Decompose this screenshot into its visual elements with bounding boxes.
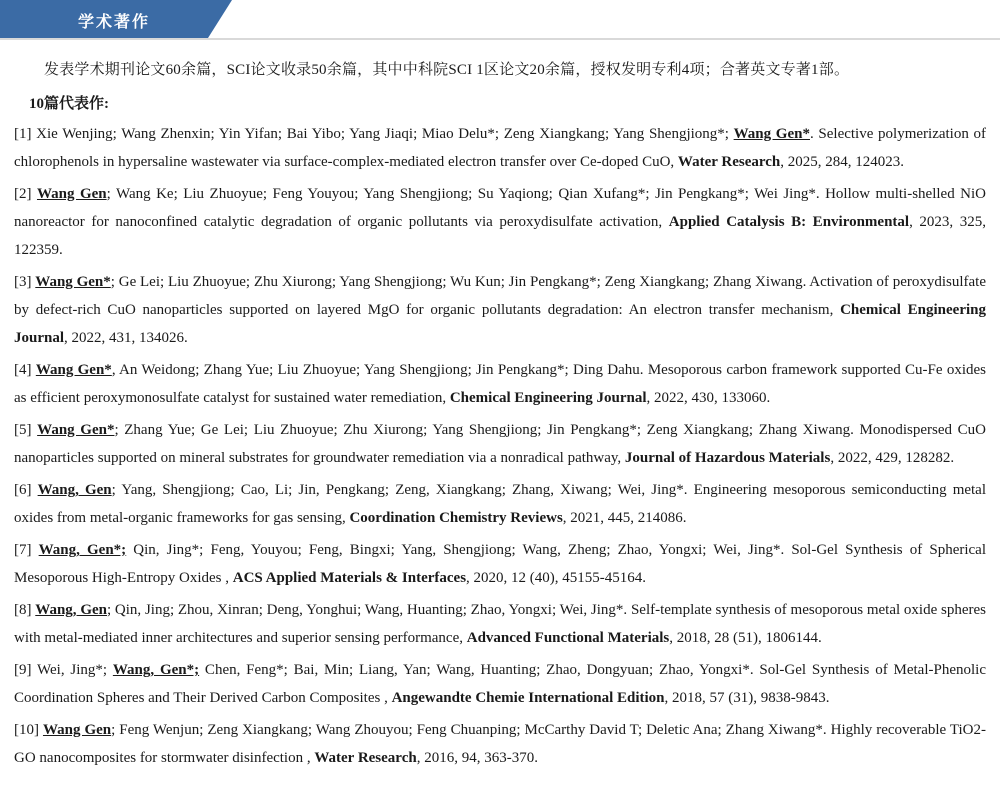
reference-journal: Journal of Hazardous Materials: [624, 450, 831, 466]
reference-authors-pre: Wei, Jing*;: [37, 662, 113, 678]
banner-divider: [0, 38, 1000, 40]
reference-self-author: Wang, Gen*;: [112, 662, 200, 678]
reference-item: [14, 180, 986, 264]
representatives-title: 10篇代表作:: [29, 96, 109, 112]
reference-tail: , 2023, 325, 122359.: [14, 214, 986, 258]
reference-index: [10]: [14, 722, 39, 738]
reference-authors-post: ; Qin, Jing; Zhou, Xinran; Deng, Yonghui; Wang, Huanting; Zhao, Yongxi; Wei, Jing*. Self-template synthesis of mesoporous metal oxide spheres with metal-mediated inner architectures and superior sensing performance,: [14, 602, 986, 646]
section-banner: [0, 0, 1000, 40]
reference-authors-post: ; Wang Ke; Liu Zhuoyue; Feng Youyou; Yang Shengjiong; Su Yaqiong; Qian Xufang*; Jin Pengkang*; Wei Jing*. Hollow multi-shelled NiO nanoreactor for nanoconfined catalytic degradation of organic pollutants via peroxydisulfate activation,: [14, 186, 986, 230]
reference-index: [8]: [14, 602, 32, 618]
reference-authors-post: Qin, Jing*; Feng, Youyou; Feng, Bingxi; Yang, Shengjiong; Wang, Zheng; Zhao, Yongxi; Wei, Jing*. Sol-Gel Synthesis of Spherical Mesoporous High-Entropy Oxides ,: [14, 542, 986, 586]
reference-self-author: Wang Gen*: [37, 422, 115, 438]
reference-authors-post: ; Ge Lei; Liu Zhuoyue; Zhu Xiurong; Yang Shengjiong; Wu Kun; Jin Pengkang*; Zeng Xiangkang; Zhang Xiwang. Activation of peroxydisulfate by defect-rich CuO nanoparticles supported on layered MgO for organic pollutants degradation: An electron transfer mechanism,: [14, 274, 986, 318]
reference-authors-post: ; Zhang Yue; Ge Lei; Liu Zhuoyue; Zhu Xiurong; Yang Shengjiong; Jin Pengkang*; Zeng Xiangkang; Zhang Xiwang. Monodispersed CuO nanoparticles supported on mineral substrates for groundwater remediation via a nonradical pathway,: [14, 422, 987, 466]
reference-item: [14, 416, 986, 472]
reference-tail: , 2022, 430, 133060.: [646, 390, 771, 406]
reference-item: [14, 536, 986, 592]
reference-self-author: Wang Gen*: [35, 274, 111, 290]
reference-journal: Angewandte Chemie International Edition: [391, 690, 665, 706]
reference-authors-post: , An Weidong; Zhang Yue; Liu Zhuoyue; Yang Shengjiong; Jin Pengkang*; Ding Dahu. Mesoporous carbon framework supported Cu-Fe oxides as efficient peroxymonosulfate catalyst for sustained water remediation,: [14, 362, 986, 406]
reference-index: [7]: [14, 542, 32, 558]
reference-journal: Water Research: [677, 154, 781, 170]
reference-journal: Coordination Chemistry Reviews: [349, 510, 563, 526]
reference-self-author: Wang Gen: [42, 722, 112, 738]
reference-tail: , 2020, 12 (40), 45155-45164.: [466, 570, 647, 586]
reference-authors-post: ; Feng Wenjun; Zeng Xiangkang; Wang Zhouyou; Feng Chuanping; McCarthy David T; Deletic Ana; Zhang Xiwang*. Highly recoverable TiO2-GO nanocomposites for stormwater disinfection ,: [14, 722, 987, 766]
reference-item: [14, 120, 986, 176]
summary-paragraph: 发表学术期刊论文60余篇，SCI论文收录50余篇，其中中科院SCI 1区论文20余篇，授权发明专利4项；合著英文专著1部。: [44, 62, 850, 78]
reference-tail: , 2025, 284, 124023.: [780, 154, 905, 170]
reference-self-author: Wang, Gen: [37, 482, 112, 498]
reference-index: [9]: [14, 662, 32, 678]
reference-index: [6]: [14, 482, 32, 498]
reference-self-author: Wang Gen*: [35, 362, 112, 378]
reference-authors-post: Chen, Feng*; Bai, Min; Liang, Yan; Wang, Huanting; Zhao, Dongyuan; Zhao, Yongxi*. Sol-Gel Synthesis of Metal-Phenolic Coordination Spheres and Their Derived Carbon Composites ,: [14, 662, 986, 706]
reference-tail: , 2022, 429, 128282.: [830, 450, 955, 466]
reference-self-author: Wang Gen: [36, 186, 107, 202]
reference-index: [5]: [14, 422, 32, 438]
reference-item: [14, 356, 986, 412]
reference-journal: Advanced Functional Materials: [466, 630, 670, 646]
reference-self-author: Wang Gen*: [733, 126, 810, 142]
reference-tail: , 2018, 28 (51), 1806144.: [669, 630, 822, 646]
banner-tab-label: 学术著作: [78, 14, 151, 31]
publications-content: [0, 40, 1000, 786]
reference-index: [2]: [14, 186, 32, 202]
reference-journal: Chemical Engineering Journal: [449, 390, 647, 406]
reference-index: [3]: [14, 274, 32, 290]
reference-item: [14, 596, 986, 652]
reference-item: [14, 656, 986, 712]
reference-journal: Water Research: [314, 750, 417, 766]
reference-index: [1]: [14, 126, 32, 142]
reference-item: [14, 268, 986, 352]
reference-tail: , 2021, 445, 214086.: [562, 510, 687, 526]
reference-journal: ACS Applied Materials & Interfaces: [232, 570, 467, 586]
reference-index: [4]: [14, 362, 32, 378]
reference-item: [14, 716, 986, 772]
reference-self-author: Wang, Gen*;: [38, 542, 127, 558]
reference-tail: , 2016, 94, 363-370.: [416, 750, 538, 766]
reference-authors-post: ; Yang, Shengjiong; Cao, Li; Jin, Pengkang; Zeng, Xiangkang; Zhang, Xiwang; Wei, Jing*. Engineering mesoporous semiconducting metal oxides from metal-organic frameworks for gas sensing,: [14, 482, 987, 526]
reference-title: . Selective polymerization of chlorophenols in hypersaline wastewater via surface-complex-mediated electron transfer over Ce-doped CuO,: [14, 126, 987, 170]
reference-tail: , 2022, 431, 134026.: [64, 330, 188, 346]
reference-tail: , 2018, 57 (31), 9838-9843.: [664, 690, 830, 706]
reference-item: [14, 476, 986, 532]
reference-self-author: Wang, Gen: [35, 602, 107, 618]
reference-journal: Applied Catalysis B: Environmental: [668, 214, 910, 230]
reference-authors-pre: Xie Wenjing; Wang Zhenxin; Yin Yifan; Bai Yibo; Yang Jiaqi; Miao Delu*; Zeng Xiangkang; Yang Shengjiong*;: [36, 126, 734, 142]
reference-journal: Chemical Engineering Journal: [14, 302, 986, 346]
